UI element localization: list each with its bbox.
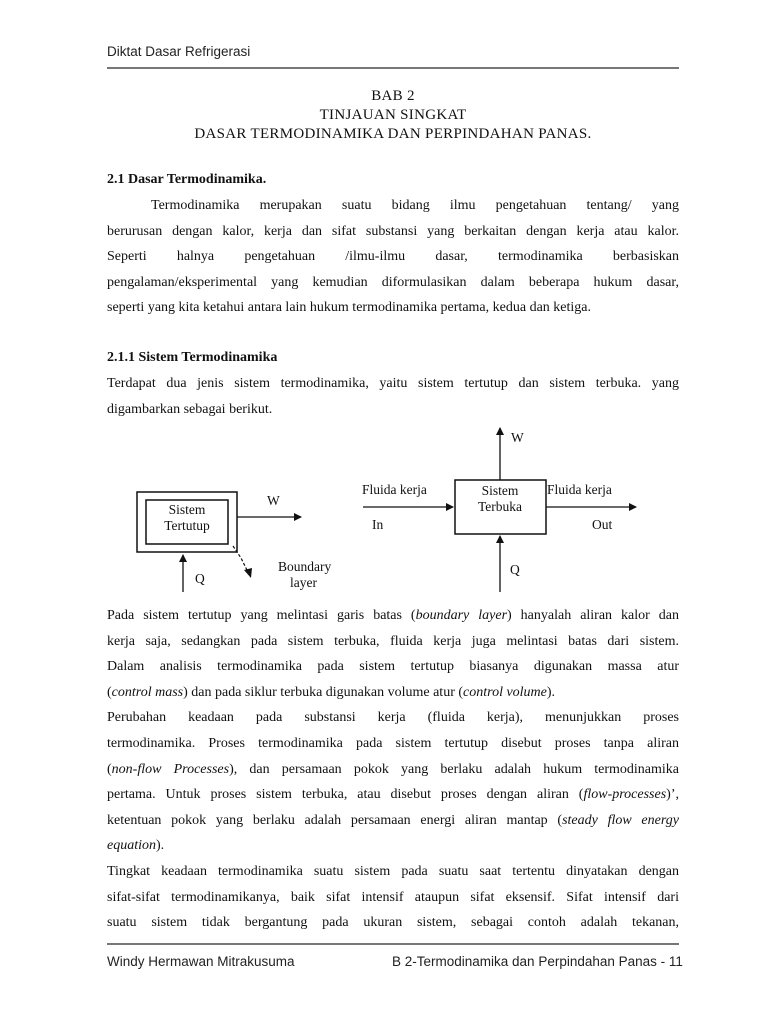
chapter-title-block (107, 87, 679, 144)
text-line: pertama. Untuk proses sistem terbuka, atau disebut proses dengan aliran (flow-processes)’, (107, 787, 679, 803)
running-header: Diktat Dasar Refrigerasi (107, 44, 251, 59)
text-line: Pada sistem tertutup yang melintasi garis batas (boundary layer) hanyalah aliran kalor dan (107, 608, 680, 623)
text-line: (non-flow Processes), dan persamaan pokok yang berlaku adalah hukum termodinamika (107, 761, 679, 777)
fluid-out-label: Fluida kerja (547, 482, 612, 497)
text-line: termodinamika. Proses termodinamika pada sistem tertutup disebut proses tanpa aliran (107, 735, 679, 751)
paragraph-body (107, 603, 679, 936)
closed-system-label-2: Tertutup (164, 518, 210, 533)
fluid-out-sub: Out (592, 517, 613, 532)
chapter-title-line-1: TINJAUAN SINGKAT (319, 107, 467, 123)
closed-q-label: Q (195, 571, 205, 586)
section-heading-2-1-1: 2.1.1 Sistem Termodinamika (107, 350, 278, 365)
text-line: (control mass) dan pada siklur terbuka digunakan volume atur (control volume). (107, 684, 556, 700)
text-line: suatu sistem tidak bergantung pada ukuran sistem, sebagai contoh adalah tekanan, (107, 915, 679, 931)
text-line: Perubahan keadaan pada substansi kerja (fluida kerja), menunjukkan proses (107, 710, 679, 726)
text-line: sifat-sifat termodinamikanya, baik sifat intensif ataupun sifat eksensif. Sifat intensif dari (107, 889, 679, 905)
chapter-number: BAB 2 (371, 88, 415, 104)
open-w-label: W (511, 430, 524, 445)
section-heading-2-1: 2.1 Dasar Termodinamika. (107, 172, 267, 187)
chapter-title-line-2: DASAR TERMODINAMIKA DAN PERPINDAHAN PANAS. (194, 126, 592, 142)
text-line: kerja saja, sedangkan pada sistem terbuka, fluida kerja juga melintasi batas dari sistem. (107, 633, 679, 649)
paragraph-intro (107, 193, 679, 321)
footer-page-ref: B 2-Termodinamika dan Perpindahan Panas - 11 (392, 954, 683, 969)
boundary-pointer-head (244, 568, 252, 578)
closed-w-label: W (267, 493, 280, 508)
boundary-label-2: layer (290, 575, 317, 590)
text-line: seperti yang kita ketahui antara lain hukum termodinamika pertama, kedua dan ketiga. (107, 300, 591, 316)
text-line: Termodinamika merupakan suatu bidang ilmu pengetahuan tentang/ yang (151, 198, 679, 213)
text-line: berurusan dengan kalor, kerja dan sifat substansi yang berkaitan dengan kerja atau kalor. (107, 223, 679, 239)
text-line: Tingkat keadaan termodinamika suatu sistem pada suatu saat tertentu dinyatakan dengan (107, 863, 679, 879)
text-line: Terdapat dua jenis sistem termodinamika, yaitu sistem tertutup dan sistem terbuka. yang (107, 376, 679, 391)
footer-author: Windy Hermawan Mitrakusuma (107, 954, 295, 969)
boundary-label-1: Boundary (278, 559, 332, 574)
fluid-in-label: Fluida kerja (362, 482, 427, 497)
open-system-label-2: Terbuka (477, 499, 523, 514)
open-system-label-1: Sistem (481, 483, 519, 498)
text-line: Seperti halnya pengetahuan /ilmu-ilmu dasar, termodinamika berbasiskan (107, 249, 679, 265)
text-line: Dalam analisis termodinamika pada sistem tertutup biasanya digunakan massa atur (107, 659, 679, 675)
text-line: pengalaman/eksperimental yang kemudian diformulasikan dalam beberapa hukum dasar, (107, 274, 679, 290)
header-rule (107, 67, 679, 69)
closed-system-label-1: Sistem (168, 502, 206, 517)
paragraph-system-types (107, 371, 679, 422)
thermodynamic-systems-diagram (0, 420, 768, 600)
text-line: equation). (107, 838, 165, 854)
fluid-in-sub: In (372, 517, 384, 532)
text-line: digambarkan sebagai berikut. (107, 401, 273, 417)
open-q-label: Q (510, 562, 520, 577)
text-line: ketentuan pokok yang berlaku adalah persamaan energi aliran mantap (steady flow energy (107, 812, 679, 828)
footer-rule (107, 943, 679, 945)
